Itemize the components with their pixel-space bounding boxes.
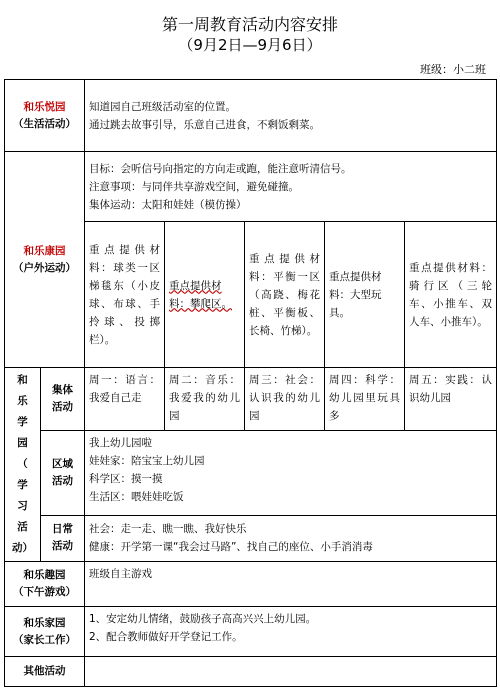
family-label bbox=[5, 607, 85, 657]
learning-label-char: （ bbox=[17, 458, 28, 470]
area-label bbox=[41, 430, 85, 515]
document-title: 第一周教育活动内容安排 bbox=[161, 15, 338, 34]
daily-row bbox=[5, 515, 497, 561]
date-range: （9月2日—9月6日） bbox=[178, 36, 322, 54]
outdoor-zone: 重点提供材料：平衡一区（高跷、梅花桩、平衡板、长椅、竹梯）。 bbox=[245, 222, 325, 368]
afternoon-row bbox=[5, 562, 497, 607]
outdoor-zone: 重点提供材料：大型玩具。 bbox=[325, 222, 405, 368]
other-content bbox=[85, 657, 497, 687]
outdoor-zone: 重点提供材料：骑行区（三轮车、小推车、双人车、小推车）。 bbox=[405, 222, 497, 368]
family-line: 1、安定幼儿情绪，鼓励孩子高高兴兴上幼儿园。 bbox=[89, 613, 317, 625]
daily-line: 健康：开学第一课“我会过马路”、找自己的座位、小手消消毒 bbox=[89, 541, 373, 554]
life-label-title: 和乐悦园 bbox=[23, 100, 66, 113]
family-line: 2、配合教师做好开学登记工作。 bbox=[89, 631, 243, 643]
life-content bbox=[85, 80, 497, 152]
area-line: 科学区：摸一摸 bbox=[89, 472, 163, 485]
outdoor-zone: 重点提供材料：球类一区梯毯东（小皮球、布球、手拎球、投掷栏）。 bbox=[85, 222, 165, 368]
schedule-table bbox=[4, 79, 497, 687]
afternoon-label-title: 和乐趣园 bbox=[23, 569, 66, 581]
area-line: 我上幼儿园啦 bbox=[89, 436, 152, 449]
outdoor-zone-text: 重点提供材料：攀爬区。 bbox=[169, 279, 232, 310]
daily-label-line: 活动 bbox=[52, 540, 73, 553]
outdoor-content bbox=[85, 152, 497, 222]
learning-label-char: 园 bbox=[17, 437, 28, 449]
area-label-line: 活动 bbox=[52, 474, 73, 487]
area-content bbox=[85, 430, 497, 515]
area-line: 生活区：喂娃娃吃饭 bbox=[89, 490, 184, 503]
family-content bbox=[85, 607, 497, 657]
collective-row bbox=[5, 368, 497, 431]
outdoor-label bbox=[5, 152, 85, 368]
life-label bbox=[5, 80, 85, 152]
area-line: 娃娃家：陪宝宝上幼儿园 bbox=[89, 454, 205, 467]
outdoor-row bbox=[5, 152, 497, 222]
life-line: 通过跳去故事引导，乐意自己进食，不剩饭剩菜。 bbox=[89, 118, 320, 131]
family-label-title: 和乐家园 bbox=[23, 616, 66, 629]
learning-label-char: 活 bbox=[17, 521, 28, 533]
collective-day: 周五：实践：认识幼儿园 bbox=[405, 368, 497, 431]
learning-label-char: 和 bbox=[17, 374, 28, 386]
learning-label-char: 习 bbox=[17, 500, 28, 512]
outdoor-group-exercise: 集体运动：太阳和娃娃（模仿操） bbox=[89, 198, 247, 211]
other-row bbox=[5, 657, 497, 687]
family-label-sub: （家长工作） bbox=[13, 633, 76, 646]
daily-content bbox=[85, 515, 497, 561]
outdoor-goal: 目标：会听信号向指定的方向走或跑，能注意听清信号。 bbox=[89, 162, 352, 175]
daily-line: 社会：走一走、瞧一瞧、我好快乐 bbox=[89, 523, 247, 536]
learning-label bbox=[5, 368, 41, 562]
outdoor-label-title: 和乐康园 bbox=[23, 244, 66, 257]
family-row bbox=[5, 607, 497, 657]
collective-day: 周三：社会：认识我的幼儿园 bbox=[245, 368, 325, 431]
collective-label bbox=[41, 368, 85, 431]
afternoon-label bbox=[5, 562, 85, 607]
collective-day: 周一：语言：我爱自己走 bbox=[85, 368, 165, 431]
outdoor-notes: 注意事项：与同伴共享游戏空间，避免碰撞。 bbox=[89, 180, 299, 193]
area-row bbox=[5, 430, 497, 515]
learning-label-char: 学 bbox=[17, 479, 28, 491]
learning-label-char: 学 bbox=[17, 416, 28, 428]
afternoon-label-sub: （下午游戏） bbox=[13, 586, 76, 598]
outdoor-label-sub: （户外运动） bbox=[13, 261, 76, 274]
collective-label-line: 集体 bbox=[52, 383, 73, 396]
collective-day: 周二：音乐：我爱我的幼儿园 bbox=[165, 368, 245, 431]
class-label: 班级：小二班 bbox=[420, 63, 486, 76]
afternoon-content: 班级自主游戏 bbox=[85, 562, 497, 607]
area-label-line: 区域 bbox=[52, 457, 73, 470]
daily-label-line: 日常 bbox=[52, 523, 73, 536]
collective-day: 周四：科学：幼儿园里玩具多 bbox=[325, 368, 405, 431]
life-label-sub: （生活活动） bbox=[13, 117, 76, 130]
outdoor-zone bbox=[165, 222, 245, 368]
collective-label-line: 活动 bbox=[52, 400, 73, 413]
life-line: 知道园自己班级活动室的位置。 bbox=[89, 100, 236, 113]
other-label: 其他活动 bbox=[5, 657, 85, 687]
life-row bbox=[5, 80, 497, 152]
learning-label-char: 乐 bbox=[17, 395, 28, 407]
learning-label-char: 动） bbox=[12, 542, 33, 554]
daily-label bbox=[41, 515, 85, 561]
